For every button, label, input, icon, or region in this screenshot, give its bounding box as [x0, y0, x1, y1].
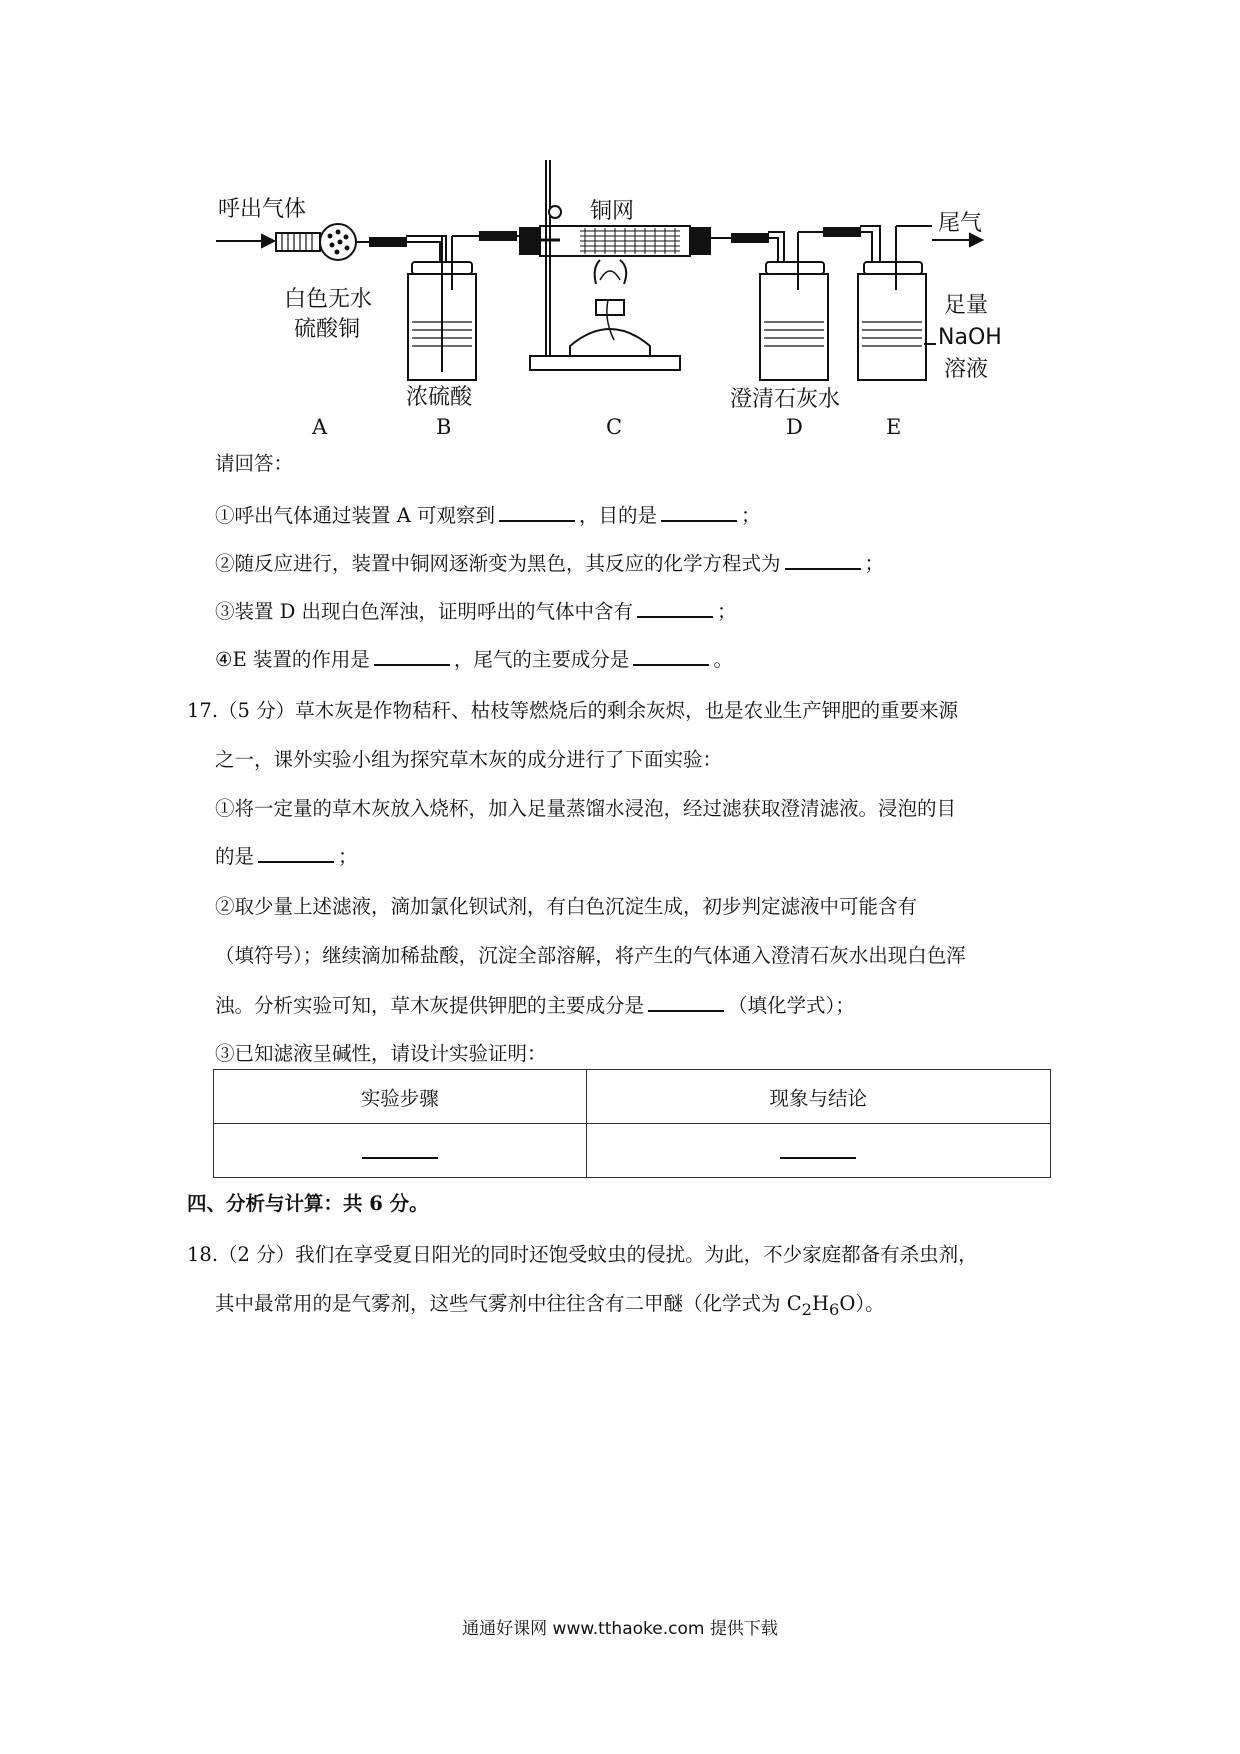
label-naoh-1: 足量: [944, 293, 989, 318]
label-copper-mesh: 铜网: [590, 199, 635, 224]
answer-blank[interactable]: [648, 992, 724, 1012]
q17-line7-text-b: （填化学式）；: [728, 994, 855, 1017]
q17-line1: 17.（5 分）草木灰是作物秸秆、枯枝等燃烧后的剩余灰烬，也是农业生产钾肥的重要来源: [187, 699, 959, 722]
q17-line3: ①将一定量的草木灰放入烧杯，加入足量蒸馏水浸泡，经过滤获取澄清滤液。浸泡的目: [215, 797, 957, 820]
table-cell-conclusion[interactable]: [586, 1124, 1050, 1178]
q16-sub4-text-a: ④E 装置的作用是: [215, 648, 370, 671]
q16-sub4-text-b: ，尾气的主要成分是: [453, 648, 630, 671]
q16-sub3-text-a: ③装置 D 出现白色浑浊，证明呼出的气体中含有: [215, 600, 634, 623]
q16-sub3: [215, 598, 737, 626]
label-tail-gas: 尾气: [938, 211, 983, 236]
label-exhaled-gas: 呼出气体: [218, 197, 307, 222]
answer-blank[interactable]: [661, 502, 737, 522]
answer-blank[interactable]: [499, 502, 575, 522]
answer-blank[interactable]: [633, 646, 709, 666]
q16-sub2-text-b: ；: [864, 552, 885, 575]
label-anhydrous-cuso4-2: 硫酸铜: [294, 317, 361, 342]
letter-e: E: [886, 415, 902, 439]
table-row: [214, 1124, 1051, 1178]
table-header-conclusion: 现象与结论: [586, 1070, 1050, 1124]
label-anhydrous-cuso4-1: 白色无水: [284, 287, 373, 312]
answer-blank[interactable]: [362, 1137, 438, 1159]
section-4-heading: 四、分析与计算：共 6 分。: [187, 1192, 429, 1215]
q17-line8: ③已知滤液呈碱性，请设计实验证明：: [215, 1042, 547, 1065]
q17-line4-text-b: ；: [338, 845, 358, 868]
q18-subscript-6: 6: [828, 1299, 840, 1319]
q17-line5: ②取少量上述滤液，滴加氯化钡试剂，有白色沉淀生成，初步判定滤液中可能含有: [215, 895, 918, 918]
letter-c: C: [606, 415, 623, 439]
answer-blank[interactable]: [780, 1137, 856, 1159]
answer-blank[interactable]: [374, 646, 450, 666]
label-naoh-2: NaOH: [938, 325, 1002, 350]
answer-blank[interactable]: [637, 598, 713, 618]
q16-sub1-text-c: ；: [741, 504, 761, 527]
q16-sub1-text-b: ，目的是: [578, 504, 657, 527]
label-naoh-3: 溶液: [944, 357, 989, 382]
q18-line2: [215, 1290, 885, 1324]
footer-source: 通通好课网 www.tthaoke.com 提供下载: [462, 1619, 778, 1639]
q18-line2-text-a: 其中最常用的是气雾剂，这些气雾剂中往往含有二甲醚（化学式为 C: [215, 1292, 802, 1315]
q16-prompt: 请回答：: [215, 452, 294, 475]
q16-sub2: [215, 550, 884, 578]
q17-line4: [215, 843, 358, 871]
answer-blank[interactable]: [785, 550, 861, 570]
experiment-apparatus-diagram: [0, 0, 1240, 440]
q16-sub1: [215, 502, 761, 530]
q16-sub4: [215, 646, 733, 674]
q16-sub2-text-a: ②随反应进行，装置中铜网逐渐变为黑色，其反应的化学方程式为: [215, 552, 781, 575]
label-limewater: 澄清石灰水: [730, 387, 841, 412]
table-cell-steps[interactable]: [214, 1124, 587, 1178]
experiment-design-table: [213, 1069, 1051, 1178]
letter-d: D: [786, 415, 803, 439]
label-conc-sulfuric: 浓硫酸: [406, 385, 473, 410]
answer-blank[interactable]: [258, 843, 334, 863]
letter-a: A: [312, 415, 328, 439]
q18-line2-text-b: H: [811, 1292, 829, 1315]
q18-line2-text-c: O）。: [839, 1292, 885, 1315]
q16-sub4-text-c: 。: [713, 648, 733, 671]
q18-subscript-2: 2: [801, 1299, 812, 1319]
letter-b: B: [436, 415, 452, 439]
q17-line2: 之一，课外实验小组为探究草木灰的成分进行了下面实验：: [215, 748, 723, 771]
q17-line6: （填符号）；继续滴加稀盐酸，沉淀全部溶解，将产生的气体通入澄清石灰水出现白色浑: [215, 944, 966, 967]
table-header-row: [214, 1070, 1051, 1124]
q17-line7-text-a: 浊。分析实验可知，草木灰提供钾肥的主要成分是: [215, 994, 645, 1017]
q17-line4-text-a: 的是: [215, 845, 255, 868]
q16-sub1-text-a: ①呼出气体通过装置 A 可观察到: [215, 504, 495, 527]
q18-line1: 18.（2 分）我们在享受夏日阳光的同时还饱受蚊虫的侵扰。为此，不少家庭都备有杀虫剂，: [187, 1243, 978, 1266]
q16-sub3-text-b: ；: [717, 600, 737, 623]
q17-line7: [215, 992, 855, 1020]
table-header-steps: 实验步骤: [214, 1070, 587, 1124]
